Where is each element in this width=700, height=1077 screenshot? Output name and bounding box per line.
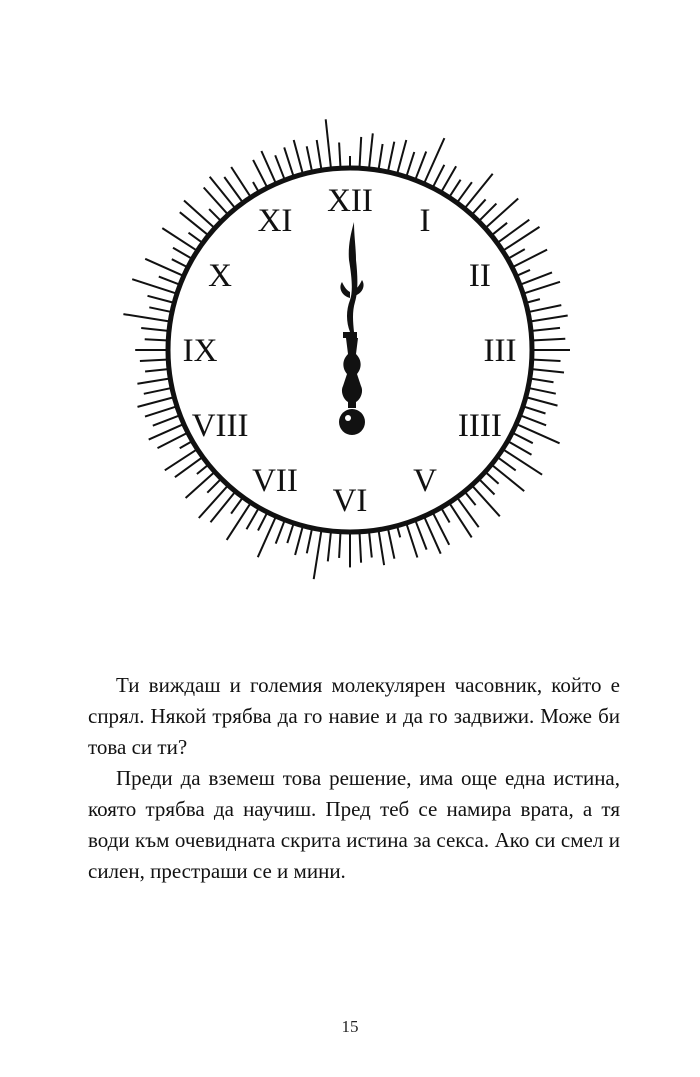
clock-ray-tick (138, 398, 173, 407)
clock-ray-tick (434, 165, 445, 186)
clock-numeral: II (468, 258, 491, 294)
clock-ray-tick (149, 307, 170, 311)
clock-ray-tick (180, 442, 191, 448)
clock-ray-tick (369, 533, 372, 558)
clock-numeral: V (413, 462, 437, 499)
clock-ray-tick (148, 296, 173, 303)
clock-ray-tick (493, 466, 524, 491)
clock-ray-tick (487, 473, 499, 484)
clock-ray-tick (197, 466, 207, 474)
clock-ray-tick (450, 504, 472, 537)
clock-ray-tick (162, 228, 195, 250)
clock-ray-tick (211, 493, 235, 522)
clock-ray-tick (487, 199, 519, 227)
clock-ray-tick (450, 180, 460, 196)
page-number: 15 (341, 1017, 359, 1036)
clock-ray-tick (509, 442, 531, 455)
clock-ray-tick (398, 140, 407, 172)
clock-ray-tick (528, 398, 558, 406)
clock-ray-tick (227, 504, 250, 540)
clock-ray-tick (379, 144, 383, 168)
clock-ray-tick (473, 487, 500, 517)
clock-ray-tick (442, 509, 450, 522)
clock-numeral: VII (252, 462, 298, 499)
clock-numeral: I (419, 203, 431, 240)
clock-ray-tick (466, 174, 493, 207)
body-text (88, 670, 620, 887)
clock-hand-collar (343, 332, 357, 338)
clock-ray-tick (247, 509, 259, 529)
clock-ray-tick (186, 473, 214, 498)
clock-ray-tick (328, 533, 331, 561)
clock-numeral: VI (332, 483, 368, 519)
clock-ray-tick (509, 249, 525, 258)
paragraph-2: Преди да вземеш това решение, има още една истина, която трябва да научиш. Пред теб се намира врата, а тя води към очевидната скрита истина за секса. Ако си смел и силен, престраши се и мини. (88, 766, 620, 883)
clock-numeral: III (483, 333, 517, 369)
clock-ray-tick (504, 227, 539, 250)
clock-ray-tick (379, 532, 384, 565)
clock-numeral: XI (257, 203, 293, 240)
clock-ray-tick (388, 142, 394, 170)
clock-ray-tick (123, 314, 168, 321)
clock-ray-tick (525, 407, 546, 414)
clock-ray-tick (360, 534, 362, 563)
clock-ray-tick (514, 434, 533, 444)
clock-ray-tick (287, 525, 293, 543)
clock-ray-tick (530, 388, 556, 393)
clock-ray-tick (173, 248, 191, 258)
clock-ray-tick (369, 133, 373, 167)
clock-ray-tick (528, 299, 540, 302)
clock-ray-tick (398, 528, 401, 538)
clock-ray-tick (416, 522, 427, 550)
clock-ray-tick (442, 166, 456, 191)
clock-numeral: IX (182, 333, 218, 369)
clock-ray-tick (407, 525, 418, 558)
clock-ray-tick (407, 152, 414, 175)
clock-ray-tick (137, 379, 168, 384)
clock-ray-tick (416, 152, 426, 179)
clock-numeral: XII (327, 183, 373, 219)
clock-ray-tick (145, 339, 167, 340)
clock-ray-tick (480, 480, 494, 494)
clock-ray-tick (473, 199, 486, 213)
clock-numeral: X (208, 258, 233, 294)
clock-ray-tick (533, 328, 560, 331)
clock-hand-hub (339, 409, 365, 435)
clock-ray-tick (276, 522, 284, 544)
clock-numeral: IIII (457, 408, 502, 444)
clock-ray-tick (532, 379, 554, 382)
paragraph-1: Ти виждаш и големия молекулярен часовник, който е спрял. Някой трябва да го навие и да го задвижи. Може би това си ти? (88, 673, 620, 759)
clock-ray-tick (184, 201, 213, 227)
clock-ray-tick (518, 270, 530, 275)
clock-ray-tick (388, 530, 394, 559)
clock-ray-tick (504, 450, 542, 475)
clock-ray-tick (522, 272, 552, 284)
clock-ray-tick (140, 360, 166, 361)
clock-ray-tick (180, 212, 207, 234)
clock-ray-tick (158, 434, 187, 449)
clock-ray-tick (499, 458, 516, 470)
clock-ray-tick (532, 316, 568, 322)
clock-ray-tick (172, 259, 186, 266)
clock-ray-tick (153, 416, 178, 426)
clock-ray-tick (534, 360, 561, 361)
clock-numeral: VIII (191, 408, 249, 444)
clock-hand-hub-highlight (345, 415, 351, 421)
clock-ray-tick (339, 534, 340, 558)
clock-ray-tick (360, 137, 362, 166)
clock-ray-tick (307, 530, 312, 553)
clock-ray-tick (317, 140, 322, 168)
clock-ray-tick (165, 450, 196, 470)
clock-ray-tick (458, 182, 472, 201)
clock-ray-tick (295, 528, 302, 555)
clock-ray-tick (533, 369, 564, 372)
clock-ray-tick (253, 160, 266, 186)
clock-ray-tick (499, 220, 529, 242)
clock-ray-tick (145, 369, 167, 371)
clock-ray-tick (231, 499, 242, 514)
clock-ray-tick (425, 138, 445, 182)
clock-ray-tick (144, 388, 170, 394)
clock-ray-tick (253, 182, 258, 191)
clock-ray-tick (141, 328, 167, 331)
clock-ray-tick (339, 143, 340, 167)
clock-ray-tick (480, 204, 496, 220)
clock-ray-tick (261, 151, 275, 182)
clock-ray-tick (326, 119, 331, 167)
clock-ray-tick (209, 209, 220, 220)
clock-ray-tick (525, 282, 560, 293)
clock-ray-tick (294, 140, 303, 172)
clock-ray-tick (518, 425, 560, 444)
clock-ray-tick (210, 177, 235, 207)
clock-ray-tick (466, 493, 476, 505)
clock-ray-tick (314, 532, 322, 579)
clock-ray-tick (189, 233, 202, 242)
clock-ray-tick (534, 339, 566, 341)
clock-ray-tick (159, 277, 178, 285)
clock-ray-tick (284, 147, 293, 175)
clock-ray-tick (275, 155, 284, 178)
clock-ray-tick (207, 480, 220, 493)
clock-ray-tick (145, 407, 175, 417)
clock-ray-tick (307, 146, 312, 170)
clock-ray-tick (493, 223, 507, 234)
clock-ray-tick (530, 305, 561, 312)
clock-ray-tick (199, 487, 227, 518)
clock-ray-tick (204, 188, 227, 214)
clock-ray-tick (522, 416, 546, 425)
clock-illustration (110, 110, 590, 590)
clock-ray-tick (258, 514, 267, 531)
